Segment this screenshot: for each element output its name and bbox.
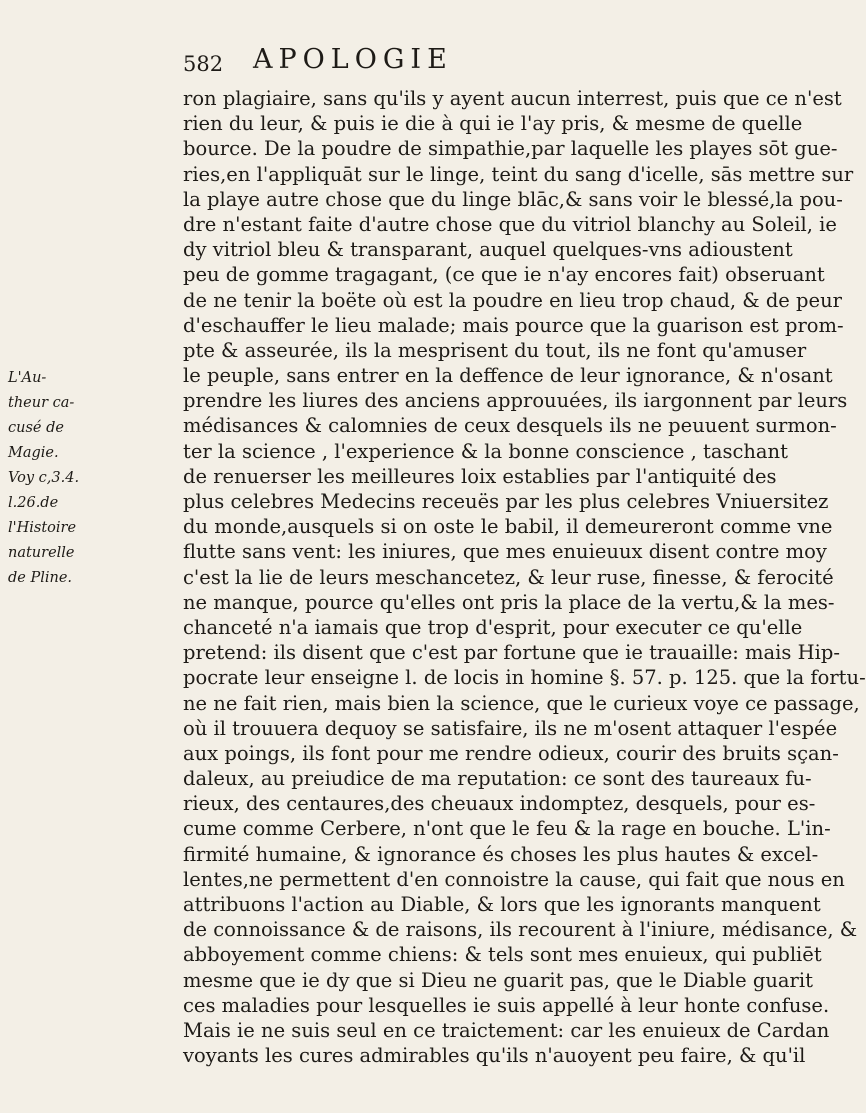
text-line: aux poings, ils font pour me rendre odieux, courir des bruits sçan-	[183, 741, 839, 765]
text-line: prendre les liures des anciens approuuées, ils iargonnent par leurs	[183, 389, 848, 413]
running-title: APOLOGIE	[253, 44, 453, 75]
text-line: plus celebres Medecins receuës par les plus celebres Vniuersitez	[183, 490, 829, 513]
margin-note-line: naturelle	[8, 545, 75, 561]
text-line: chanceté n'a iamais que trop d'esprit, pour executer ce qu'elle	[183, 615, 803, 639]
text-line: rien du leur, & puis ie die à qui ie l'ay pris, & mesme de quelle	[183, 112, 803, 136]
page-number: 582	[183, 52, 224, 76]
margin-note-line: l.26.de	[8, 495, 59, 511]
margin-note-line: theur ca-	[8, 395, 75, 411]
text-line: dy vitriol bleu & transparant, auquel quelques-vns adioustent	[183, 238, 793, 262]
margin-note-line: l'Histoire	[8, 520, 77, 536]
text-line: firmité humaine, & ignorance és choses les plus hautes & excel-	[183, 842, 819, 866]
text-line: dre n'estant faite d'autre chose que du vitriol blanchy au Soleil, ie	[183, 212, 837, 236]
text-line: la playe autre chose que du linge blāc,& sans voir le blessé,la pou-	[183, 187, 843, 211]
margin-note-line: Magie.	[8, 445, 59, 461]
text-line: du monde,ausquels si on oste le babil, il demeureront comme vne	[183, 515, 833, 539]
page-header	[183, 44, 763, 84]
text-line: Mais ie ne suis seul en ce traictement: car les enuieux de Cardan	[183, 1018, 830, 1042]
text-line: pocrate leur enseigne l. de locis in homine §. 57. p. 125. que la fortu-	[183, 666, 866, 690]
text-line: abboyement comme chiens: & tels sont mes enuieux, qui publiēt	[183, 943, 822, 967]
margin-note	[8, 366, 82, 591]
text-line: de renuerser les meilleures loix establies par l'antiquité des	[183, 464, 777, 488]
text-line: ne manque, pource qu'elles ont pris la place de la vertu,& la mes-	[183, 590, 835, 614]
margin-note-line: Voy c,3.4.	[8, 470, 80, 486]
text-line: lentes,ne permettent d'en connoistre la cause, qui fait que nous en	[183, 867, 845, 891]
text-line: flutte sans vent: les iniures, que mes enuieuux disent contre moy	[183, 540, 827, 564]
text-line: ter la science , l'experience & la bonne conscience , taschant	[183, 439, 788, 463]
text-line: daleux, au preiudice de ma reputation: ce sont des taureaux fu-	[183, 767, 812, 791]
text-line: c'est la lie de leurs meschancetez, & leur ruse, finesse, & ferocité	[183, 565, 834, 589]
body-text	[183, 86, 866, 1068]
margin-note-line: cusé de	[8, 420, 64, 436]
text-line: peu de gomme tragagant, (ce que ie n'ay encores fait) obseruant	[183, 263, 825, 287]
text-line: pte & asseurée, ils la mesprisent du tout, ils ne font qu'amuser	[183, 338, 807, 362]
text-line: attribuons l'action au Diable, & lors que les ignorants manquent	[183, 893, 821, 916]
text-line: de connoissance & de raisons, ils recourent à l'iniure, médisance, &	[183, 918, 858, 942]
text-line: le peuple, sans entrer en la deffence de leur ignorance, & n'osant	[183, 364, 833, 388]
text-line: de ne tenir la boëte où est la poudre en lieu trop chaud, & de peur	[183, 288, 842, 312]
text-line: rieux, des centaures,des cheuaux indomptez, desquels, pour es-	[183, 792, 816, 816]
text-line: pretend: ils disent que c'est par fortune que ie trauaille: mais Hip-	[183, 641, 840, 665]
text-line: ries,en l'appliquāt sur le linge, teint du sang d'icelle, sās mettre sur	[183, 162, 854, 186]
text-line: cume comme Cerbere, n'ont que le feu & la rage en bouche. L'in-	[183, 817, 831, 841]
margin-note-line: de Pline.	[8, 570, 73, 586]
text-line: ces maladies pour lesquelles ie suis appellé à leur honte confuse.	[183, 993, 830, 1017]
text-line: médisances & calomnies de ceux desquels ils ne peuuent surmon-	[183, 414, 837, 438]
text-line: ne ne fait rien, mais bien la science, que le curieux voye ce passage,	[183, 691, 860, 715]
text-line: mesme que ie dy que si Dieu ne guarit pas, que le Diable guarit	[183, 968, 813, 992]
text-line: bource. De la poudre de simpathie,par laquelle les playes sōt gue-	[183, 137, 838, 161]
text-line: ron plagiaire, sans qu'ils y ayent aucun interrest, puis que ce n'est	[183, 87, 842, 110]
text-line: où il trouuera dequoy se satisfaire, ils ne m'osent attaquer l'espée	[183, 716, 838, 740]
text-line: voyants les cures admirables qu'ils n'auoyent peu faire, & qu'il	[183, 1044, 806, 1068]
margin-note-line: L'Au-	[8, 370, 47, 386]
text-line: d'eschauffer le lieu malade; mais pource que la guarison est prom-	[183, 313, 844, 337]
